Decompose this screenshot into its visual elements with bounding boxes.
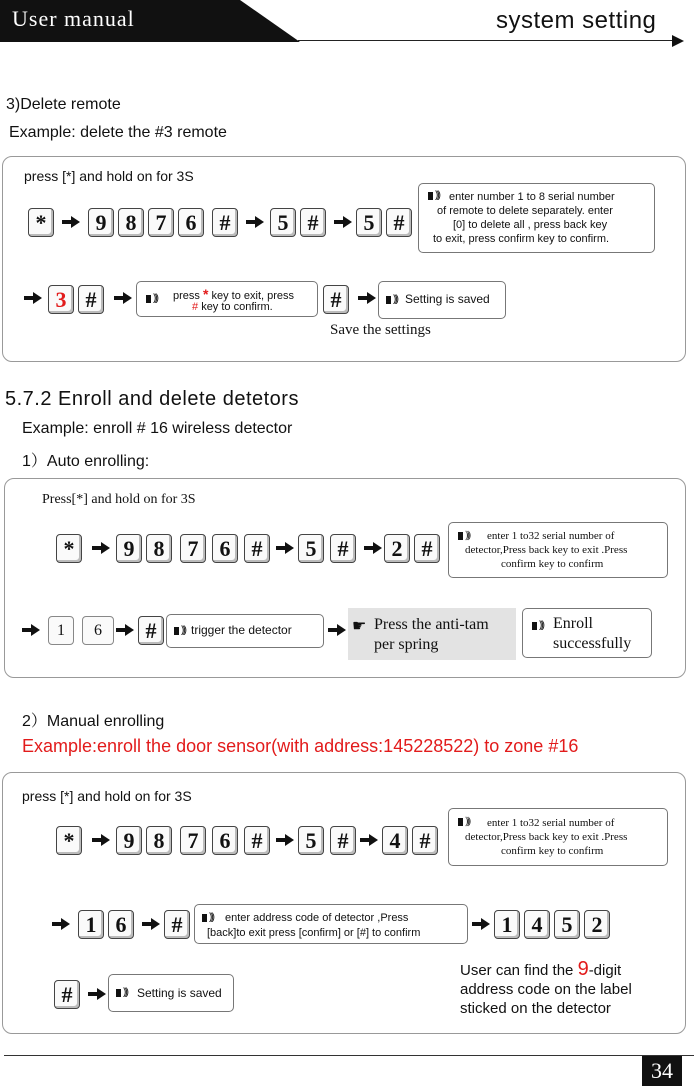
speaker-icon	[531, 619, 549, 633]
arrow-icon	[328, 624, 346, 636]
arrow-icon	[22, 624, 40, 636]
enroll-line2: successfully	[553, 635, 632, 652]
key-1: 1	[494, 910, 520, 939]
manual-enroll-info-box	[448, 808, 668, 866]
delete-remote-heading: 3)Delete remote	[6, 96, 121, 113]
speaker-icon	[457, 529, 475, 543]
key-2: 2	[584, 910, 610, 939]
arrow-icon	[88, 988, 106, 1000]
trigger-text: trigger the detector	[191, 623, 292, 637]
hold-instruction: Press[*] and hold on for 3S	[42, 492, 196, 507]
arrow-icon	[246, 216, 264, 228]
section-title: system setting	[496, 7, 657, 34]
key-star: *	[56, 534, 82, 563]
key-5: 5	[298, 534, 324, 563]
pointing-hand-icon: ☛	[352, 618, 367, 635]
enroll-heading: 5.7.2 Enroll and delete detetors	[5, 388, 299, 410]
speaker-icon	[457, 815, 475, 829]
enroll-line1: Enroll	[553, 615, 593, 632]
footer-rule	[4, 1055, 694, 1056]
header-rule	[298, 40, 678, 41]
key-hash: #	[386, 208, 412, 237]
arrow-icon	[334, 216, 352, 228]
key-hash: #	[300, 208, 326, 237]
address-info-box	[194, 904, 468, 944]
key-hash: #	[138, 616, 164, 645]
trigger-box	[166, 614, 324, 648]
speaker-icon	[115, 986, 133, 1000]
info-line: enter 1 to32 serial number of	[487, 817, 615, 829]
key-2: 2	[384, 534, 410, 563]
hold-instruction: press [*] and hold on for 3S	[22, 788, 192, 804]
arrow-icon	[472, 918, 490, 930]
arrow-icon	[364, 542, 382, 554]
key-star: *	[56, 826, 82, 855]
speaker-icon	[385, 293, 403, 307]
key-6: 6	[212, 534, 238, 563]
enroll-example: Example: enroll # 16 wireless detector	[22, 420, 293, 437]
key-4: 4	[382, 826, 408, 855]
key-5: 5	[298, 826, 324, 855]
setting-saved-text: Setting is saved	[137, 986, 222, 1000]
key-9: 9	[116, 534, 142, 563]
key-7: 7	[180, 826, 206, 855]
key-3: 3	[48, 285, 74, 314]
arrow-icon	[116, 624, 134, 636]
delete-remote-info-box	[418, 183, 655, 253]
key-9: 9	[116, 826, 142, 855]
key-8: 8	[146, 534, 172, 563]
info-line: detector,Press back key to exit .Press	[465, 831, 628, 843]
arrow-icon	[358, 292, 376, 304]
address-info-line1: enter address code of detector ,Press	[225, 912, 409, 924]
key-8: 8	[118, 208, 144, 237]
address-note: User can find the 9-digit address code on the label sticked on the detector	[460, 958, 632, 1017]
key-hash: #	[323, 285, 349, 314]
antitamper-box	[348, 608, 516, 660]
key-5: 5	[270, 208, 296, 237]
setting-saved-box	[378, 281, 506, 319]
key-7: 7	[180, 534, 206, 563]
arrow-icon	[92, 542, 110, 554]
key-6: 6	[82, 616, 114, 645]
arrow-icon	[114, 292, 132, 304]
arrow-icon	[142, 918, 160, 930]
key-hash: #	[244, 826, 270, 855]
key-hash: #	[330, 534, 356, 563]
hold-instruction: press [*] and hold on for 3S	[24, 168, 194, 184]
arrow-icon	[24, 292, 42, 304]
key-6: 6	[212, 826, 238, 855]
setting-saved-text: Setting is saved	[405, 292, 490, 306]
info-line: [0] to delete all , press back key	[453, 219, 608, 231]
info-line: confirm key to confirm	[501, 845, 604, 857]
key-5: 5	[554, 910, 580, 939]
page-number: 34	[642, 1056, 682, 1086]
setting-saved-box	[108, 974, 234, 1012]
key-1: 1	[48, 616, 74, 645]
antitamper-line2: per spring	[374, 636, 439, 653]
arrow-icon	[62, 216, 80, 228]
key-hash: #	[212, 208, 238, 237]
key-hash: #	[164, 910, 190, 939]
info-line: enter 1 to32 serial number of	[487, 530, 615, 542]
save-note: Save the settings	[330, 322, 431, 338]
key-hash: #	[244, 534, 270, 563]
key-hash: #	[78, 285, 104, 314]
auto-enroll-heading: 1）Auto enrolling:	[22, 453, 150, 470]
key-7: 7	[148, 208, 174, 237]
key-1: 1	[78, 910, 104, 939]
antitamper-line1: Press the anti-tam	[374, 616, 489, 633]
speaker-icon	[201, 911, 219, 925]
arrow-icon	[276, 542, 294, 554]
speaker-icon	[173, 624, 191, 638]
header-arrow-icon	[672, 35, 684, 47]
manual-enroll-example: Example:enroll the door sensor(with address:145228522) to zone #16	[22, 736, 579, 756]
key-5: 5	[356, 208, 382, 237]
key-6: 6	[178, 208, 204, 237]
key-6: 6	[108, 910, 134, 939]
key-4: 4	[524, 910, 550, 939]
info-line: detector,Press back key to exit .Press	[465, 544, 628, 556]
arrow-icon	[276, 834, 294, 846]
manual-enroll-heading: 2）Manual enrolling	[22, 713, 165, 730]
key-9: 9	[88, 208, 114, 237]
delete-remote-example: Example: delete the #3 remote	[9, 124, 227, 141]
key-hash: #	[412, 826, 438, 855]
key-star: *	[28, 208, 54, 237]
key-hash: #	[54, 980, 80, 1009]
arrow-icon	[52, 918, 70, 930]
manual-title: User manual	[12, 6, 135, 31]
speaker-icon	[427, 189, 445, 203]
info-line: confirm key to confirm	[501, 558, 604, 570]
arrow-icon	[360, 834, 378, 846]
auto-enroll-info-box	[448, 522, 668, 578]
speaker-icon	[145, 292, 163, 306]
key-hash: #	[414, 534, 440, 563]
info-line: of remote to delete separately. enter	[437, 205, 613, 217]
enroll-success-box	[522, 608, 652, 658]
arrow-icon	[92, 834, 110, 846]
exit-confirm-box	[136, 281, 318, 317]
info-line: to exit, press confirm key to confirm.	[433, 233, 610, 245]
exit-confirm-line2: # key to confirm.	[192, 301, 273, 313]
key-8: 8	[146, 826, 172, 855]
info-line: enter number 1 to 8 serial number	[449, 191, 615, 203]
key-hash: #	[330, 826, 356, 855]
exit-confirm-line1: press * key to exit, press	[173, 286, 295, 302]
address-info-line2: [back]to exit press [confirm] or [#] to confirm	[207, 927, 421, 939]
